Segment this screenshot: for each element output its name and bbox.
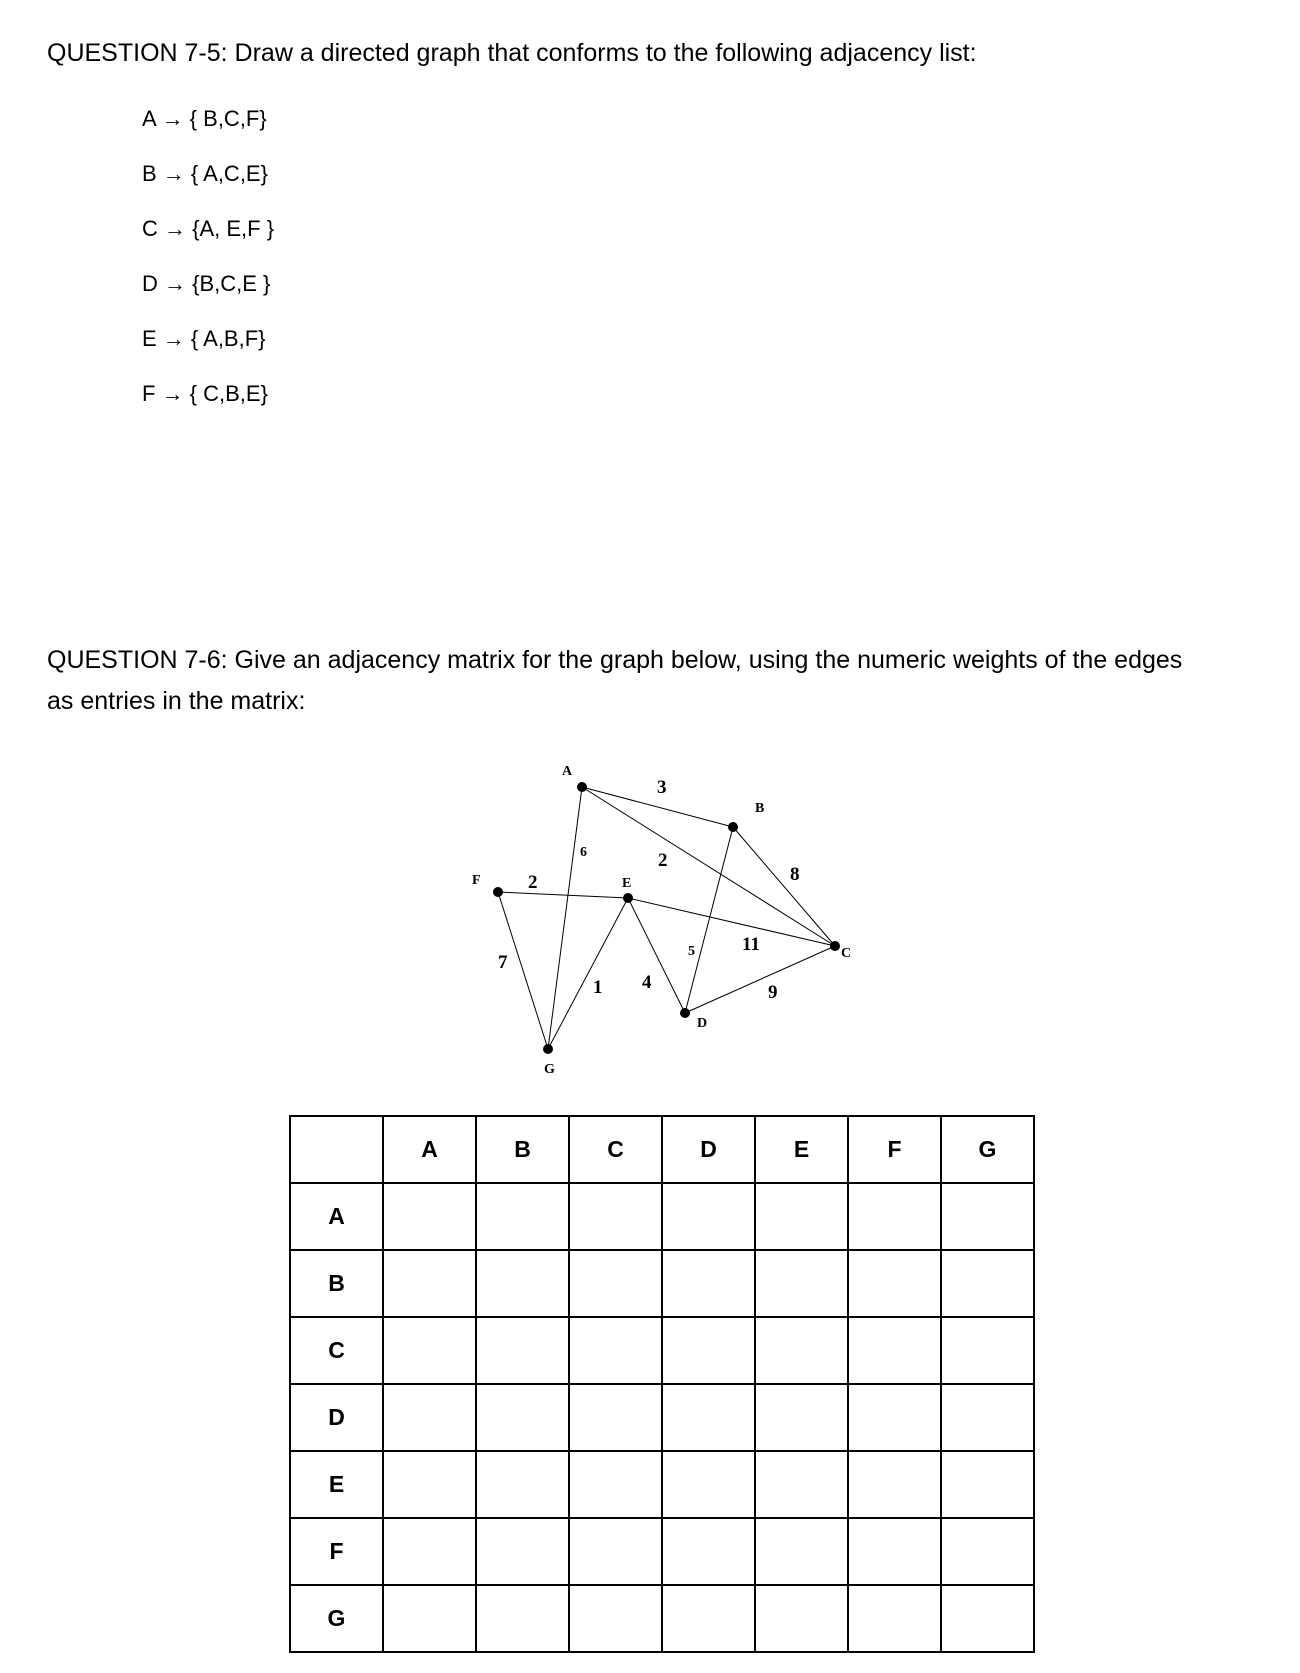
matrix-cell[interactable] [383, 1183, 476, 1250]
edge-b-c [733, 827, 835, 946]
matrix-cell[interactable] [383, 1384, 476, 1451]
matrix-cell[interactable] [662, 1518, 755, 1585]
node-e [623, 893, 633, 903]
matrix-row-header: D [290, 1384, 383, 1451]
question-7-5-title: QUESTION 7-5: Draw a directed graph that conforms to the following adjacency list: [47, 39, 977, 67]
matrix-row-header: F [290, 1518, 383, 1585]
matrix-cell[interactable] [569, 1451, 662, 1518]
matrix-cell[interactable] [476, 1317, 569, 1384]
matrix-corner-cell [290, 1116, 383, 1183]
matrix-row-header: B [290, 1250, 383, 1317]
matrix-row-header: C [290, 1317, 383, 1384]
adjacency-row-b: B → { A,C,E} [142, 161, 268, 186]
matrix-col-header: G [941, 1116, 1034, 1183]
node-c [830, 941, 840, 951]
edge-b-d [685, 827, 733, 1013]
adjacency-matrix-table [289, 1115, 1035, 1653]
node-b [728, 822, 738, 832]
matrix-cell[interactable] [848, 1518, 941, 1585]
matrix-row-header: E [290, 1451, 383, 1518]
matrix-cell[interactable] [383, 1518, 476, 1585]
matrix-cell[interactable] [569, 1384, 662, 1451]
edge-d-c [685, 946, 835, 1013]
weight-label-f-g: 7 [498, 952, 508, 973]
matrix-cell[interactable] [476, 1183, 569, 1250]
matrix-row [290, 1317, 1034, 1384]
matrix-cell[interactable] [476, 1518, 569, 1585]
matrix-cell[interactable] [755, 1518, 848, 1585]
matrix-header-row [290, 1116, 1034, 1183]
weight-label-b-d: 5 [688, 944, 695, 959]
edge-f-e [498, 892, 628, 898]
matrix-cell[interactable] [755, 1384, 848, 1451]
adjacency-row-f: F → { C,B,E} [142, 381, 268, 406]
matrix-cell[interactable] [848, 1384, 941, 1451]
edge-e-d [628, 898, 685, 1013]
question-7-6-title-cont: as entries in the matrix: [47, 687, 306, 715]
edge-e-c [628, 898, 835, 946]
weight-label-d-c: 9 [768, 982, 778, 1003]
node-label-a: A [562, 764, 573, 779]
matrix-cell[interactable] [476, 1451, 569, 1518]
edge-a-g [548, 787, 582, 1049]
weight-label-a-c: 3 [657, 777, 667, 798]
matrix-cell[interactable] [662, 1317, 755, 1384]
matrix-cell[interactable] [755, 1585, 848, 1652]
matrix-cell[interactable] [662, 1250, 755, 1317]
matrix-cell[interactable] [662, 1384, 755, 1451]
matrix-col-header: E [755, 1116, 848, 1183]
matrix-cell[interactable] [383, 1451, 476, 1518]
weight-label-e-d: 4 [642, 972, 652, 993]
weight-label-a-g: 6 [580, 845, 587, 860]
matrix-cell[interactable] [662, 1451, 755, 1518]
weight-label-e-g: 1 [593, 977, 603, 998]
matrix-col-header: B [476, 1116, 569, 1183]
matrix-cell[interactable] [476, 1384, 569, 1451]
node-g [543, 1044, 553, 1054]
matrix-cell[interactable] [569, 1518, 662, 1585]
node-label-e: E [622, 876, 632, 891]
node-label-g: G [544, 1062, 555, 1077]
node-label-b: B [755, 801, 765, 816]
matrix-cell[interactable] [755, 1250, 848, 1317]
matrix-cell[interactable] [848, 1250, 941, 1317]
adjacency-row-a: A → { B,C,F} [142, 106, 267, 131]
matrix-row [290, 1518, 1034, 1585]
adjacency-row-e: E → { A,B,F} [142, 326, 266, 351]
weight-label-b-c: 8 [790, 864, 800, 885]
matrix-cell[interactable] [848, 1585, 941, 1652]
node-a [577, 782, 587, 792]
matrix-cell[interactable] [941, 1250, 1034, 1317]
matrix-cell[interactable] [941, 1585, 1034, 1652]
matrix-cell[interactable] [569, 1250, 662, 1317]
node-d [680, 1008, 690, 1018]
weight-label-a-b: 2 [658, 850, 668, 871]
matrix-cell[interactable] [755, 1451, 848, 1518]
matrix-cell[interactable] [569, 1183, 662, 1250]
matrix-cell[interactable] [662, 1585, 755, 1652]
matrix-cell[interactable] [476, 1250, 569, 1317]
matrix-row [290, 1384, 1034, 1451]
matrix-cell[interactable] [569, 1585, 662, 1652]
matrix-col-header: C [569, 1116, 662, 1183]
matrix-cell[interactable] [755, 1317, 848, 1384]
node-f [493, 887, 503, 897]
matrix-cell[interactable] [383, 1250, 476, 1317]
matrix-cell[interactable] [662, 1183, 755, 1250]
matrix-row [290, 1451, 1034, 1518]
matrix-col-header: A [383, 1116, 476, 1183]
matrix-cell[interactable] [383, 1585, 476, 1652]
matrix-row [290, 1250, 1034, 1317]
matrix-cell[interactable] [848, 1451, 941, 1518]
matrix-col-header: D [662, 1116, 755, 1183]
matrix-cell[interactable] [941, 1183, 1034, 1250]
matrix-cell[interactable] [755, 1183, 848, 1250]
matrix-row [290, 1183, 1034, 1250]
matrix-cell[interactable] [941, 1384, 1034, 1451]
adjacency-row-c: C → {A, E,F } [142, 216, 275, 241]
question-7-6-title: QUESTION 7-6: Give an adjacency matrix for the graph below, using the numeric weights of the edges [47, 646, 1183, 674]
weight-label-e-c: 11 [742, 934, 760, 955]
matrix-cell[interactable] [383, 1317, 476, 1384]
adjacency-row-d: D → {B,C,E } [142, 271, 271, 296]
matrix-row-header: A [290, 1183, 383, 1250]
matrix-cell[interactable] [941, 1451, 1034, 1518]
matrix-cell[interactable] [476, 1585, 569, 1652]
matrix-cell[interactable] [848, 1183, 941, 1250]
matrix-cell[interactable] [941, 1518, 1034, 1585]
matrix-row [290, 1585, 1034, 1652]
matrix-cell[interactable] [941, 1317, 1034, 1384]
weight-label-f-e: 2 [528, 872, 538, 893]
edge-e-g [548, 898, 628, 1049]
matrix-cell[interactable] [848, 1317, 941, 1384]
node-label-f: F [472, 873, 481, 888]
node-label-d: D [697, 1016, 708, 1031]
node-label-c: C [841, 946, 852, 961]
matrix-col-header: F [848, 1116, 941, 1183]
matrix-cell[interactable] [569, 1317, 662, 1384]
matrix-row-header: G [290, 1585, 383, 1652]
